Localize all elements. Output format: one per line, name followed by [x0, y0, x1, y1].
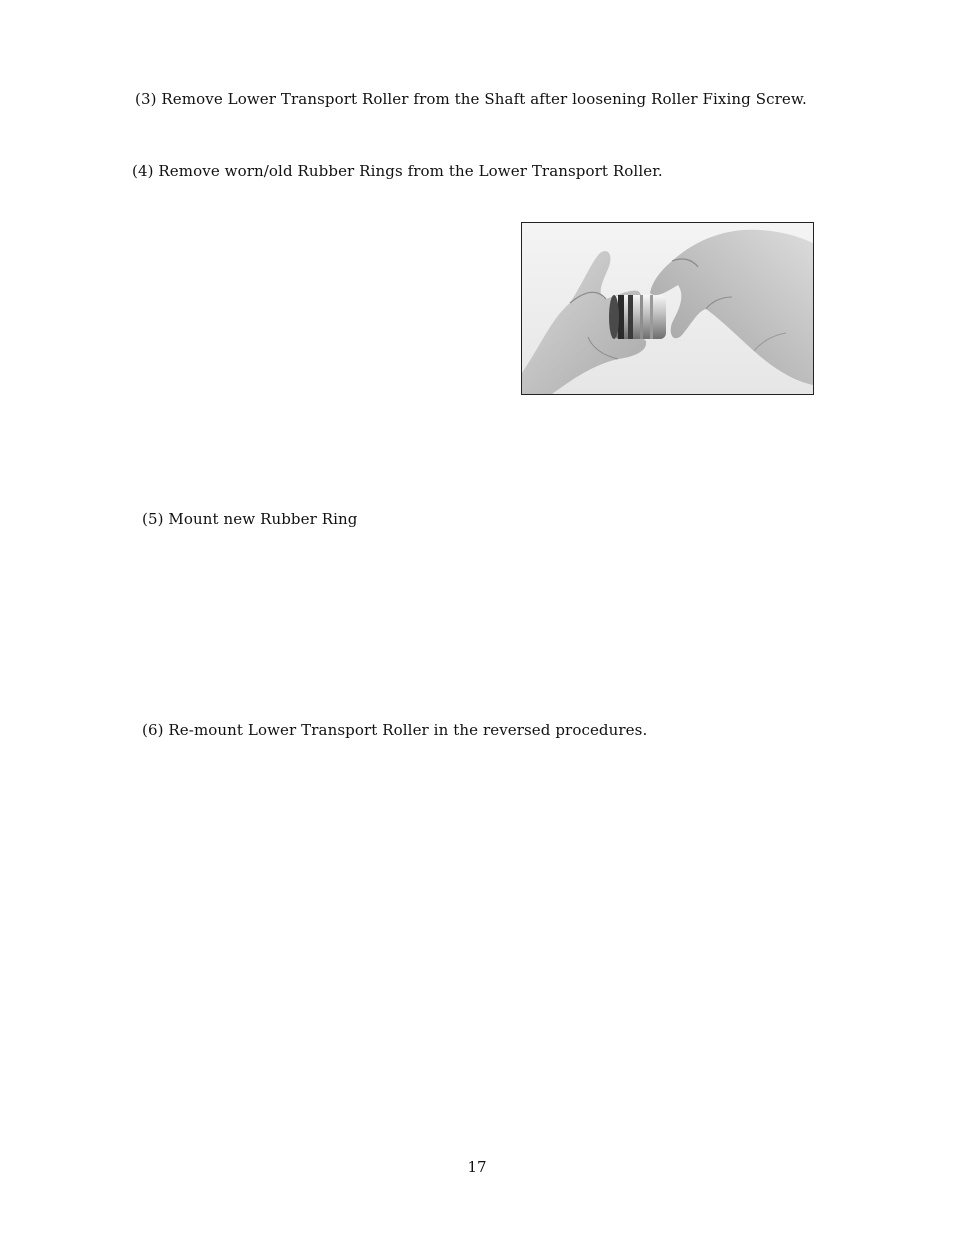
roller-photo: [521, 222, 814, 395]
step-5-text: (5) Mount new Rubber Ring: [142, 510, 358, 528]
step-6-text: (6) Re-mount Lower Transport Roller in the reversed procedures.: [142, 721, 648, 739]
step-4-text: (4) Remove worn/old Rubber Rings from the Lower Transport Roller.: [132, 162, 663, 180]
page-number: 17: [467, 1158, 487, 1176]
hands-holding-roller-photo-icon: [522, 223, 813, 394]
step-3-text: (3) Remove Lower Transport Roller from the Shaft after loosening Roller Fixing Screw.: [135, 90, 807, 108]
